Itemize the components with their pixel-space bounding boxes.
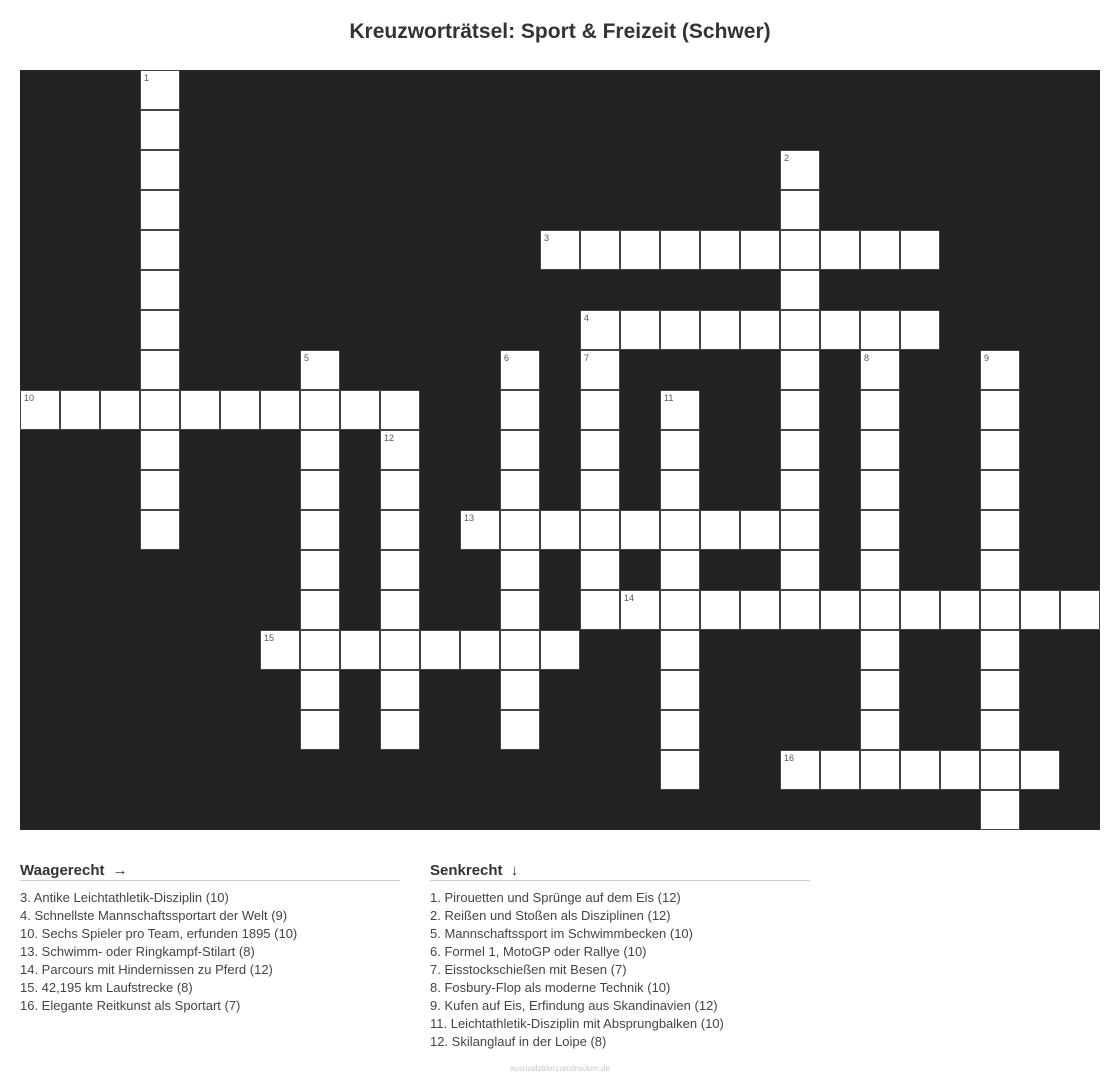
crossword-cell[interactable] (300, 550, 340, 590)
crossword-cell[interactable] (780, 150, 820, 190)
crossword-cell[interactable] (500, 350, 540, 390)
crossword-cell[interactable] (740, 310, 780, 350)
cell-number: 8 (864, 353, 870, 363)
crossword-cell[interactable] (860, 710, 900, 750)
down-clue-item: 8. Fosbury-Flop als moderne Technik (10) (430, 980, 671, 995)
crossword-cell[interactable] (740, 510, 780, 550)
crossword-cell[interactable] (380, 430, 420, 470)
across-clue-item: 16. Elegante Reitkunst als Sportart (7) (20, 998, 241, 1013)
crossword-cell[interactable] (500, 430, 540, 470)
crossword-cell[interactable] (1060, 590, 1100, 630)
crossword-cell[interactable] (620, 230, 660, 270)
cell-number: 12 (384, 433, 395, 443)
crossword-cell[interactable] (300, 350, 340, 390)
crossword-cell[interactable] (100, 390, 140, 430)
crossword-cell[interactable] (580, 430, 620, 470)
crossword-cell[interactable] (980, 470, 1020, 510)
down-clue-item: 6. Formel 1, MotoGP oder Rallye (10) (430, 944, 647, 959)
cell-number: 5 (304, 353, 310, 363)
across-heading (20, 862, 400, 881)
crossword-cell[interactable] (860, 470, 900, 510)
crossword-cell[interactable] (980, 750, 1020, 790)
crossword-grid (20, 70, 1100, 830)
crossword-cell[interactable] (300, 470, 340, 510)
crossword-cell[interactable] (660, 710, 700, 750)
crossword-cell[interactable] (780, 590, 820, 630)
crossword-cell[interactable] (500, 550, 540, 590)
crossword-cell[interactable] (660, 390, 700, 430)
crossword-cell[interactable] (860, 510, 900, 550)
crossword-cell[interactable] (500, 390, 540, 430)
crossword-cell[interactable] (900, 750, 940, 790)
crossword-cell[interactable] (780, 310, 820, 350)
crossword-cell[interactable] (300, 430, 340, 470)
crossword-cell[interactable] (300, 390, 340, 430)
crossword-cell[interactable] (140, 190, 180, 230)
crossword-cell[interactable] (260, 390, 300, 430)
crossword-cell[interactable] (20, 390, 60, 430)
crossword-cell[interactable] (140, 270, 180, 310)
crossword-cell[interactable] (660, 590, 700, 630)
cell-number: 6 (504, 353, 510, 363)
crossword-cell[interactable] (140, 390, 180, 430)
crossword-cell[interactable] (140, 350, 180, 390)
cell-number: 9 (984, 353, 990, 363)
down-heading (430, 862, 810, 881)
crossword-cell[interactable] (660, 230, 700, 270)
cell-number: 3 (544, 233, 550, 243)
crossword-cell[interactable] (380, 590, 420, 630)
down-clue-item: 9. Kufen auf Eis, Erfindung aus Skandinavien (12) (430, 998, 718, 1013)
crossword-cell[interactable] (580, 590, 620, 630)
crossword-cell[interactable] (780, 230, 820, 270)
crossword-cell[interactable] (300, 710, 340, 750)
crossword-cell[interactable] (380, 710, 420, 750)
crossword-cell[interactable] (820, 230, 860, 270)
crossword-cell[interactable] (60, 390, 100, 430)
crossword-cell[interactable] (780, 270, 820, 310)
crossword-cell[interactable] (540, 510, 580, 550)
crossword-cell[interactable] (700, 230, 740, 270)
crossword-cell[interactable] (300, 590, 340, 630)
cell-number: 7 (584, 353, 590, 363)
crossword-cell[interactable] (740, 590, 780, 630)
crossword-cell[interactable] (860, 750, 900, 790)
crossword-cell[interactable] (860, 350, 900, 390)
crossword-cell[interactable] (860, 590, 900, 630)
crossword-cell[interactable] (500, 670, 540, 710)
crossword-cell[interactable] (700, 590, 740, 630)
page-title: Kreuzworträtsel: Sport & Freizeit (Schwer) (349, 20, 771, 43)
crossword-cell[interactable] (660, 550, 700, 590)
crossword-cell[interactable] (700, 310, 740, 350)
crossword-cell[interactable] (620, 310, 660, 350)
crossword-cell[interactable] (580, 550, 620, 590)
crossword-cell[interactable] (140, 150, 180, 190)
crossword-cell[interactable] (340, 630, 380, 670)
crossword-cell[interactable] (980, 590, 1020, 630)
crossword-cell[interactable] (340, 390, 380, 430)
crossword-cell[interactable] (860, 430, 900, 470)
crossword-cell[interactable] (500, 710, 540, 750)
crossword-cell[interactable] (380, 550, 420, 590)
crossword-cell[interactable] (660, 750, 700, 790)
crossword-cell[interactable] (980, 790, 1020, 830)
crossword-cell[interactable] (940, 590, 980, 630)
cell-number: 1 (144, 73, 150, 83)
across-clue-list (20, 889, 400, 1015)
crossword-cell[interactable] (820, 590, 860, 630)
crossword-cell[interactable] (940, 750, 980, 790)
crossword-cell[interactable] (380, 470, 420, 510)
crossword-cell[interactable] (380, 670, 420, 710)
crossword-cell[interactable] (780, 350, 820, 390)
crossword-cell[interactable] (860, 310, 900, 350)
across-clue-item: 10. Sechs Spieler pro Team, erfunden 1895 (10) (20, 926, 298, 941)
crossword-cell[interactable] (780, 430, 820, 470)
cell-number: 13 (464, 513, 475, 523)
crossword-cell[interactable] (660, 510, 700, 550)
crossword-cell[interactable] (500, 630, 540, 670)
across-clue-item: 3. Antike Leichtathletik-Disziplin (10) (20, 890, 229, 905)
crossword-cell[interactable] (380, 510, 420, 550)
crossword-cell[interactable] (500, 470, 540, 510)
crossword-cell[interactable] (460, 630, 500, 670)
crossword-cell[interactable] (580, 350, 620, 390)
crossword-cell[interactable] (140, 430, 180, 470)
crossword-cell[interactable] (580, 470, 620, 510)
crossword-cell[interactable] (820, 310, 860, 350)
crossword-cell[interactable] (700, 510, 740, 550)
down-clue-item: 1. Pirouetten und Sprünge auf dem Eis (12) (430, 890, 681, 905)
crossword-cell[interactable] (900, 310, 940, 350)
crossword-cell[interactable] (980, 550, 1020, 590)
cell-number: 2 (784, 153, 790, 163)
crossword-cell[interactable] (140, 110, 180, 150)
crossword-cell[interactable] (780, 550, 820, 590)
crossword-cell[interactable] (540, 230, 580, 270)
crossword-cell[interactable] (660, 470, 700, 510)
crossword-cell[interactable] (820, 750, 860, 790)
crossword-cell[interactable] (980, 670, 1020, 710)
crossword-cell[interactable] (580, 510, 620, 550)
crossword-cell[interactable] (300, 630, 340, 670)
crossword-cell[interactable] (140, 510, 180, 550)
crossword-cell[interactable] (900, 590, 940, 630)
crossword-cell[interactable] (580, 390, 620, 430)
cell-number: 10 (24, 393, 35, 403)
cell-number: 4 (584, 313, 590, 323)
crossword-cell[interactable] (980, 350, 1020, 390)
crossword-cell[interactable] (1020, 590, 1060, 630)
crossword-cell[interactable] (620, 510, 660, 550)
crossword-cell[interactable] (260, 630, 300, 670)
crossword-cell[interactable] (380, 390, 420, 430)
footer-watermark: ausmalbilderzumdrucken.de (509, 1064, 611, 1073)
crossword-cell[interactable] (460, 510, 500, 550)
crossword-cell[interactable] (780, 390, 820, 430)
crossword-cell[interactable] (660, 310, 700, 350)
crossword-cell[interactable] (980, 710, 1020, 750)
across-heading-label: Waagerecht (20, 862, 105, 879)
crossword-cell[interactable] (780, 510, 820, 550)
crossword-cell[interactable] (980, 510, 1020, 550)
crossword-cell[interactable] (220, 390, 260, 430)
crossword-cell[interactable] (860, 230, 900, 270)
crossword-cell[interactable] (580, 310, 620, 350)
crossword-cell[interactable] (660, 630, 700, 670)
cell-number: 14 (624, 593, 635, 603)
crossword-cell[interactable] (900, 230, 940, 270)
crossword-cell[interactable] (860, 670, 900, 710)
crossword-cell[interactable] (300, 510, 340, 550)
cell-number: 15 (264, 633, 275, 643)
crossword-cell[interactable] (780, 750, 820, 790)
crossword-cell[interactable] (140, 310, 180, 350)
down-clue-item: 11. Leichtathletik-Disziplin mit Absprungbalken (10) (430, 1016, 724, 1031)
down-arrow-icon: ↓ (510, 862, 519, 879)
crossword-cell[interactable] (540, 630, 580, 670)
down-clue-list (430, 889, 810, 1051)
across-clue-item: 15. 42,195 km Laufstrecke (8) (20, 980, 193, 995)
across-clue-item: 13. Schwimm- oder Ringkampf-Stilart (8) (20, 944, 255, 959)
crossword-cell[interactable] (660, 670, 700, 710)
down-clue-item: 12. Skilanglauf in der Loipe (8) (430, 1034, 607, 1049)
crossword-cell[interactable] (860, 550, 900, 590)
down-clue-item: 2. Reißen und Stoßen als Disziplinen (12) (430, 908, 671, 923)
crossword-cell[interactable] (980, 430, 1020, 470)
crossword-cell[interactable] (180, 390, 220, 430)
cell-number: 16 (784, 753, 795, 763)
crossword-cell[interactable] (980, 390, 1020, 430)
cell-number: 11 (664, 393, 674, 403)
crossword-cell[interactable] (740, 230, 780, 270)
crossword-cell[interactable] (860, 390, 900, 430)
crossword-cell[interactable] (300, 670, 340, 710)
crossword-cell[interactable] (780, 190, 820, 230)
crossword-cell[interactable] (140, 470, 180, 510)
crossword-cell[interactable] (420, 630, 460, 670)
crossword-cell[interactable] (140, 70, 180, 110)
crossword-cell[interactable] (620, 590, 660, 630)
down-clue-item: 7. Eisstockschießen mit Besen (7) (430, 962, 627, 977)
right-arrow-icon: → (112, 862, 128, 879)
crossword-cell[interactable] (500, 510, 540, 550)
crossword-cell[interactable] (500, 590, 540, 630)
across-clue-item: 14. Parcours mit Hindernissen zu Pferd (12) (20, 962, 273, 977)
down-heading-label: Senkrecht (430, 862, 503, 879)
down-clues-section (430, 862, 810, 1051)
across-clues-section (20, 862, 400, 1015)
crossword-cell[interactable] (140, 230, 180, 270)
crossword-cell[interactable] (860, 630, 900, 670)
crossword-cell[interactable] (660, 430, 700, 470)
crossword-cell[interactable] (580, 230, 620, 270)
down-clue-item: 5. Mannschaftssport im Schwimmbecken (10) (430, 926, 693, 941)
crossword-cell[interactable] (780, 470, 820, 510)
crossword-cell[interactable] (1020, 750, 1060, 790)
crossword-cell[interactable] (980, 630, 1020, 670)
across-clue-item: 4. Schnellste Mannschaftssportart der Welt (9) (20, 908, 288, 923)
crossword-cell[interactable] (380, 630, 420, 670)
